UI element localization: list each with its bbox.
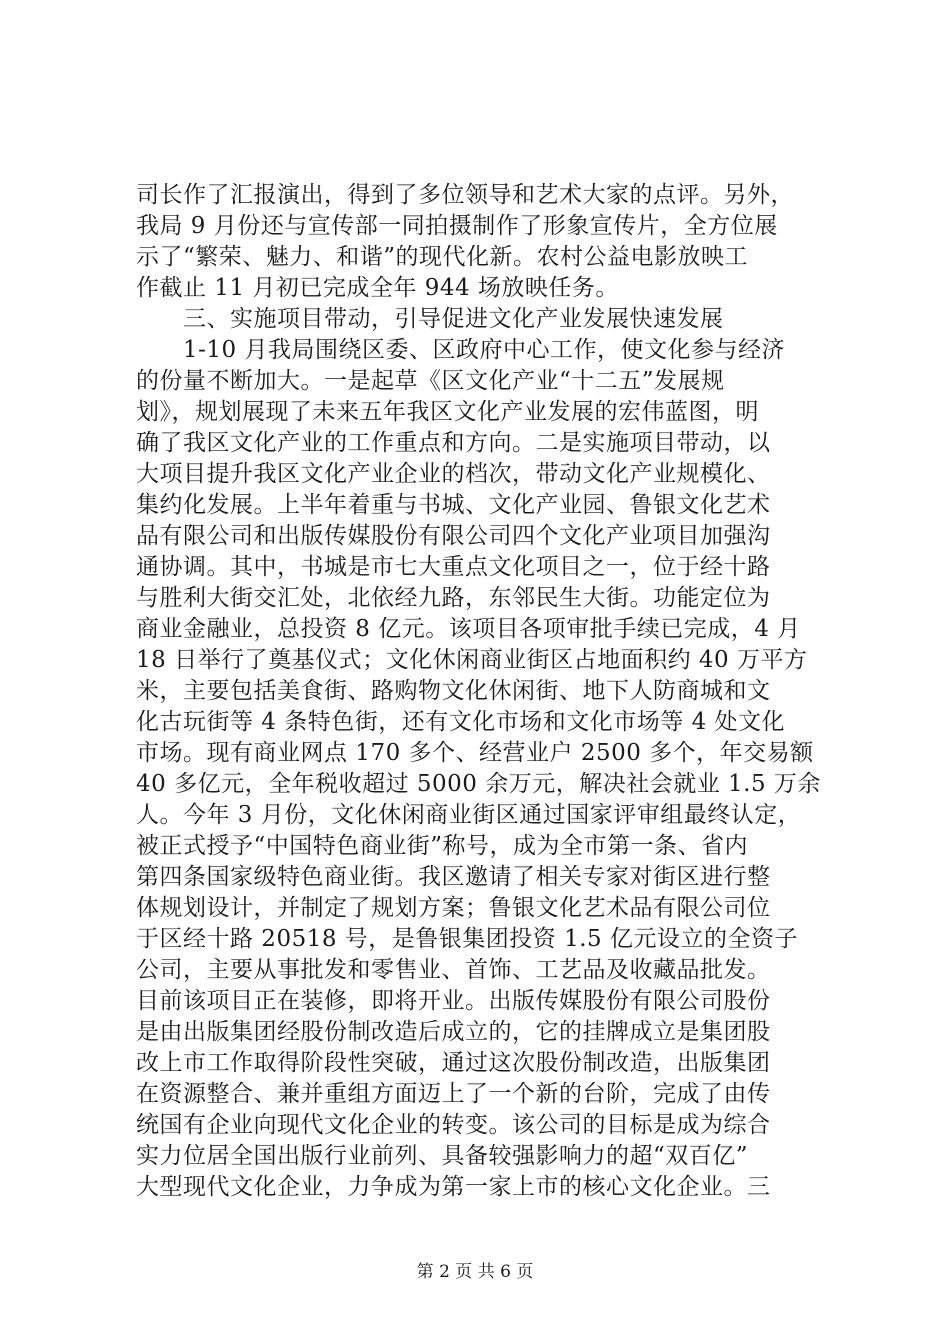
text-line: 目前该项目正在装修，即将开业。出版传媒股份有限公司股份: [136, 988, 771, 1014]
text-line: 在资源整合、兼并重组方面迈上了一个新的台阶，完成了由传: [136, 1081, 771, 1107]
text-line: 改上市工作取得阶段性突破，通过这次股份制改造，出版集团: [136, 1050, 771, 1076]
text-line: 18 日举行了奠基仪式；文化休闲商业街区占地面积约 40 万平方: [136, 647, 808, 673]
body-text: [136, 180, 826, 1203]
text-line: 实力位居全国出版行业前列、具备较强影响力的超“双百亿”: [136, 1143, 749, 1169]
text-line: 大型现代文化企业，力争成为第一家上市的核心文化企业。三: [136, 1174, 771, 1200]
text-line: 我局 9 月份还与宣传部一同拍摄制作了形象宣传片，全方位展: [136, 213, 778, 239]
text-line: 米，主要包括美食街、路购物文化休闲街、地下人防商城和文: [136, 678, 771, 704]
text-line: 司长作了汇报演出，得到了多位领导和艺术大家的点评。另外，: [136, 182, 794, 208]
text-line: 确了我区文化产业的工作重点和方向。二是实施项目带动，以: [136, 430, 771, 456]
text-line: 示了“繁荣、魅力、和谐”的现代化新。农村公益电影放映工: [136, 244, 749, 270]
text-line: 通协调。其中，书城是市七大重点文化项目之一，位于经十路: [136, 554, 771, 580]
text-line: 作截止 11 月初已完成全年 944 场放映任务。: [136, 275, 619, 301]
text-line: 化古玩街等 4 条特色街，还有文化市场和文化市场等 4 处文化: [136, 709, 786, 735]
text-line: 第四条国家级特色商业街。我区邀请了相关专家对街区进行整: [136, 864, 771, 890]
text-line: 被正式授予“中国特色商业街”称号，成为全市第一条、省内: [136, 833, 749, 859]
text-line: 是由出版集团经股份制改造后成立的，它的挂牌成立是集团股: [136, 1019, 771, 1045]
text-line: 划》，规划展现了未来五年我区文化产业发展的宏伟蓝图，明: [136, 399, 759, 425]
text-line: 公司，主要从事批发和零售业、首饰、工艺品及收藏品批发。: [136, 957, 771, 983]
section-heading: 三、实施项目带动，引导促进文化产业发展快速发展: [136, 306, 724, 332]
page-footer: 第 2 页 共 6 页: [416, 1262, 534, 1282]
text-line: 统国有企业向现代文化企业的转变。该公司的目标是成为综合: [136, 1112, 771, 1138]
text-line: 品有限公司和出版传媒股份有限公司四个文化产业项目加强沟: [136, 523, 771, 549]
text-line: 与胜利大街交汇处，北依经九路，东邻民生大街。功能定位为: [136, 585, 771, 611]
text-line: 商业金融业，总投资 8 亿元。该项目各项审批手续已完成，4 月: [136, 616, 801, 642]
text-line: 集约化发展。上半年着重与书城、文化产业园、鲁银文化艺术: [136, 492, 771, 518]
text-line: 市场。现有商业网点 170 多个、经营业户 2500 多个，年交易额: [136, 740, 814, 766]
text-line: 1-10 月我局围绕区委、区政府中心工作，使文化参与经济: [136, 337, 785, 363]
text-line: 人。今年 3 月份，文化休闲商业街区通过国家评审组最终认定，: [136, 802, 802, 828]
text-line: 体规划设计，并制定了规划方案；鲁银文化艺术品有限公司位: [136, 895, 771, 921]
text-line: 大项目提升我区文化产业企业的档次，带动文化产业规模化、: [136, 461, 771, 487]
text-line: 于区经十路 20518 号，是鲁银集团投资 1.5 亿元设立的全资子: [136, 926, 798, 952]
text-line: 的份量不断加大。一是起草《区文化产业“十二五”发展规: [136, 368, 725, 394]
text-line: 40 多亿元，全年税收超过 5000 余万元，解决社会就业 1.5 万余: [136, 771, 821, 797]
